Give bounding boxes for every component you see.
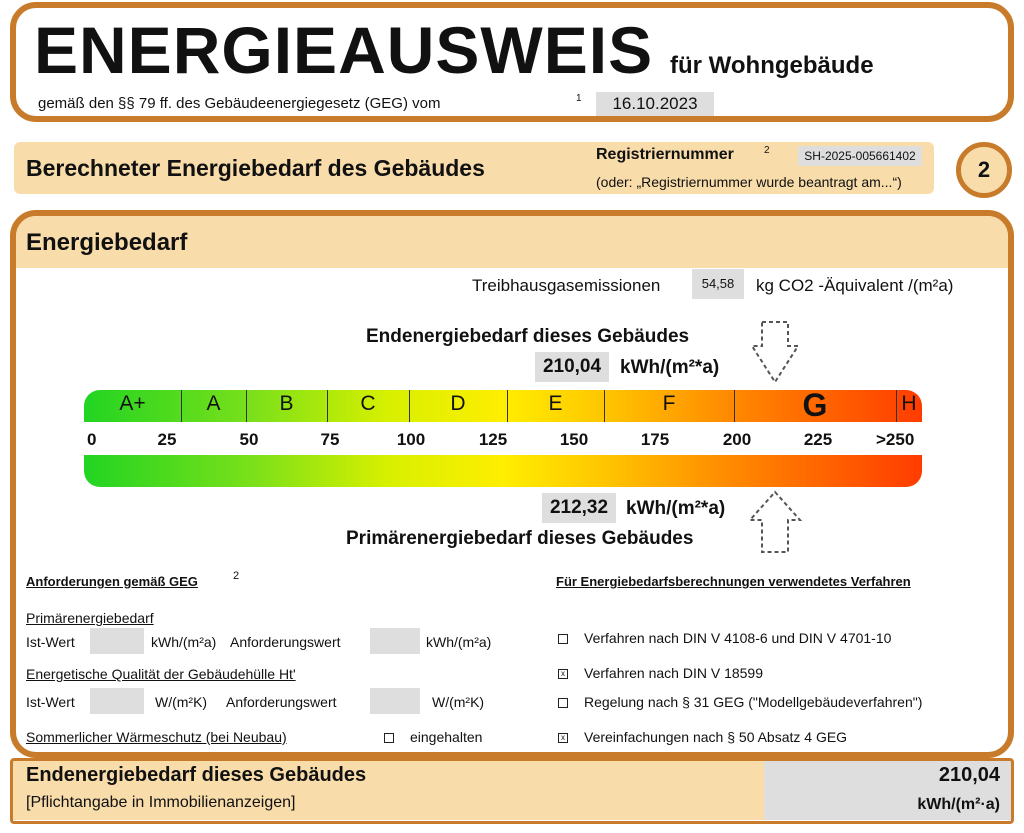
scale-tick: 50 xyxy=(239,430,259,449)
document-subtitle: für Wohngebäude xyxy=(670,52,874,79)
class-label-b: B xyxy=(279,392,294,415)
class-label-f: F xyxy=(662,392,676,415)
summer-protection-checkbox[interactable] xyxy=(384,733,394,743)
method-label-simplifications: Vereinfachungen nach § 50 Absatz 4 GEG xyxy=(584,729,848,745)
class-label-c: C xyxy=(360,392,376,415)
scale-tick: 225 xyxy=(803,430,833,449)
class-label-a-plus: A+ xyxy=(119,392,146,415)
primary-requirement-label: Primärenergiebedarf xyxy=(26,610,154,626)
methods-title: Für Energiebedarfsberechnungen verwendetes Verfahren xyxy=(556,574,911,589)
ghg-value-field[interactable]: 54,58 xyxy=(692,269,744,299)
footer-title: Endenergiebedarf dieses Gebäudes xyxy=(26,764,367,786)
ist-value-label: Ist-Wert xyxy=(26,634,75,650)
requirement-value-label: Anforderungswert xyxy=(230,634,341,650)
method-label-din-4108: Verfahren nach DIN V 4108-6 und DIN V 4701-10 xyxy=(584,630,892,646)
scale-tick: 175 xyxy=(640,430,670,449)
envelope-requirement-value-field[interactable] xyxy=(370,688,420,714)
scale-tick: 150 xyxy=(559,430,589,449)
method-checkbox-din-18599[interactable]: x xyxy=(558,669,568,679)
footer-value[interactable]: 210,04 xyxy=(938,764,1000,786)
class-label-h: H xyxy=(901,392,917,415)
kwh-unit: kWh/(m²a) xyxy=(151,634,217,650)
scale-tick: 200 xyxy=(722,430,752,449)
method-checkbox-simplifications[interactable]: x xyxy=(558,733,568,743)
class-label-e: E xyxy=(548,392,563,415)
footnote-marker: 2 xyxy=(233,570,240,582)
end-energy-unit: kWh/(m²*a) xyxy=(620,357,720,378)
energy-gradient-bar xyxy=(84,455,922,487)
class-label-g: G xyxy=(802,390,828,422)
page-number-badge: 2 xyxy=(956,142,1012,198)
method-label-din-18599: Verfahren nach DIN V 18599 xyxy=(584,665,764,681)
energy-class-scale xyxy=(84,390,922,422)
method-checkbox-model-building[interactable] xyxy=(558,698,568,708)
registration-note: (oder: „Registriernummer wurde beantragt am...“) xyxy=(596,174,902,190)
ghg-label: Treibhausgasemissionen xyxy=(472,276,661,295)
class-label-d: D xyxy=(450,392,466,415)
method-label-model-building: Regelung nach § 31 GEG ("Modellgebäudeverfahren") xyxy=(584,694,923,710)
primary-requirement-value-field[interactable] xyxy=(370,628,420,654)
primary-energy-arrow-icon xyxy=(748,490,802,554)
document-title: ENERGIEAUSWEIS xyxy=(34,13,654,87)
primary-energy-label: Primärenergiebedarf dieses Gebäudes xyxy=(346,528,694,549)
summer-protection-label: Sommerlicher Wärmeschutz (bei Neubau) xyxy=(26,729,287,745)
method-checkbox-din-4108[interactable] xyxy=(558,634,568,644)
date-field[interactable]: 16.10.2023 xyxy=(596,92,714,116)
summer-protection-check-label: eingehalten xyxy=(410,729,483,745)
registration-number-field[interactable]: SH-2025-005661402 xyxy=(798,146,922,166)
class-label-a: A xyxy=(206,392,221,415)
section-title: Berechneter Energiebedarf des Gebäudes xyxy=(26,155,485,181)
scale-tick: 100 xyxy=(396,430,426,449)
footer-note: [Pflichtangabe in Immobilienanzeigen] xyxy=(26,794,296,811)
registration-label: Registriernummer xyxy=(596,146,734,163)
scale-tick: >250 xyxy=(876,430,915,449)
scale-tick: 0 xyxy=(87,430,97,449)
law-reference: gemäß den §§ 79 ff. des Gebäudeenergiegesetz (GEG) vom xyxy=(38,95,441,112)
w-unit: W/(m²K) xyxy=(432,694,485,710)
primary-energy-unit: kWh/(m²*a) xyxy=(626,498,726,519)
envelope-quality-label: Energetische Qualität der Gebäudehülle Ht' xyxy=(26,666,296,682)
end-energy-value-field[interactable]: 210,04 xyxy=(535,352,609,382)
footnote-marker: 1 xyxy=(576,93,582,104)
end-energy-label: Endenergiebedarf dieses Gebäudes xyxy=(366,326,690,347)
footer-unit: kWh/(m²·a) xyxy=(917,796,1000,813)
primary-ist-value-field[interactable] xyxy=(90,628,144,654)
scale-tick: 125 xyxy=(478,430,508,449)
scale-tick: 25 xyxy=(157,430,177,449)
kwh-unit: kWh/(m²a) xyxy=(426,634,492,650)
ist-value-label: Ist-Wert xyxy=(26,694,75,710)
footnote-marker: 2 xyxy=(764,145,770,156)
end-energy-arrow-icon xyxy=(750,320,800,386)
requirements-title: Anforderungen gemäß GEG xyxy=(26,574,198,589)
envelope-ist-value-field[interactable] xyxy=(90,688,144,714)
requirement-value-label: Anforderungswert xyxy=(226,694,337,710)
scale-tick: 75 xyxy=(320,430,340,449)
energy-title: Energiebedarf xyxy=(26,229,188,256)
w-unit: W/(m²K) xyxy=(155,694,208,710)
primary-energy-value-field[interactable]: 212,32 xyxy=(542,493,616,523)
ghg-unit: kg CO2 -Äquivalent /(m²a) xyxy=(756,276,954,295)
